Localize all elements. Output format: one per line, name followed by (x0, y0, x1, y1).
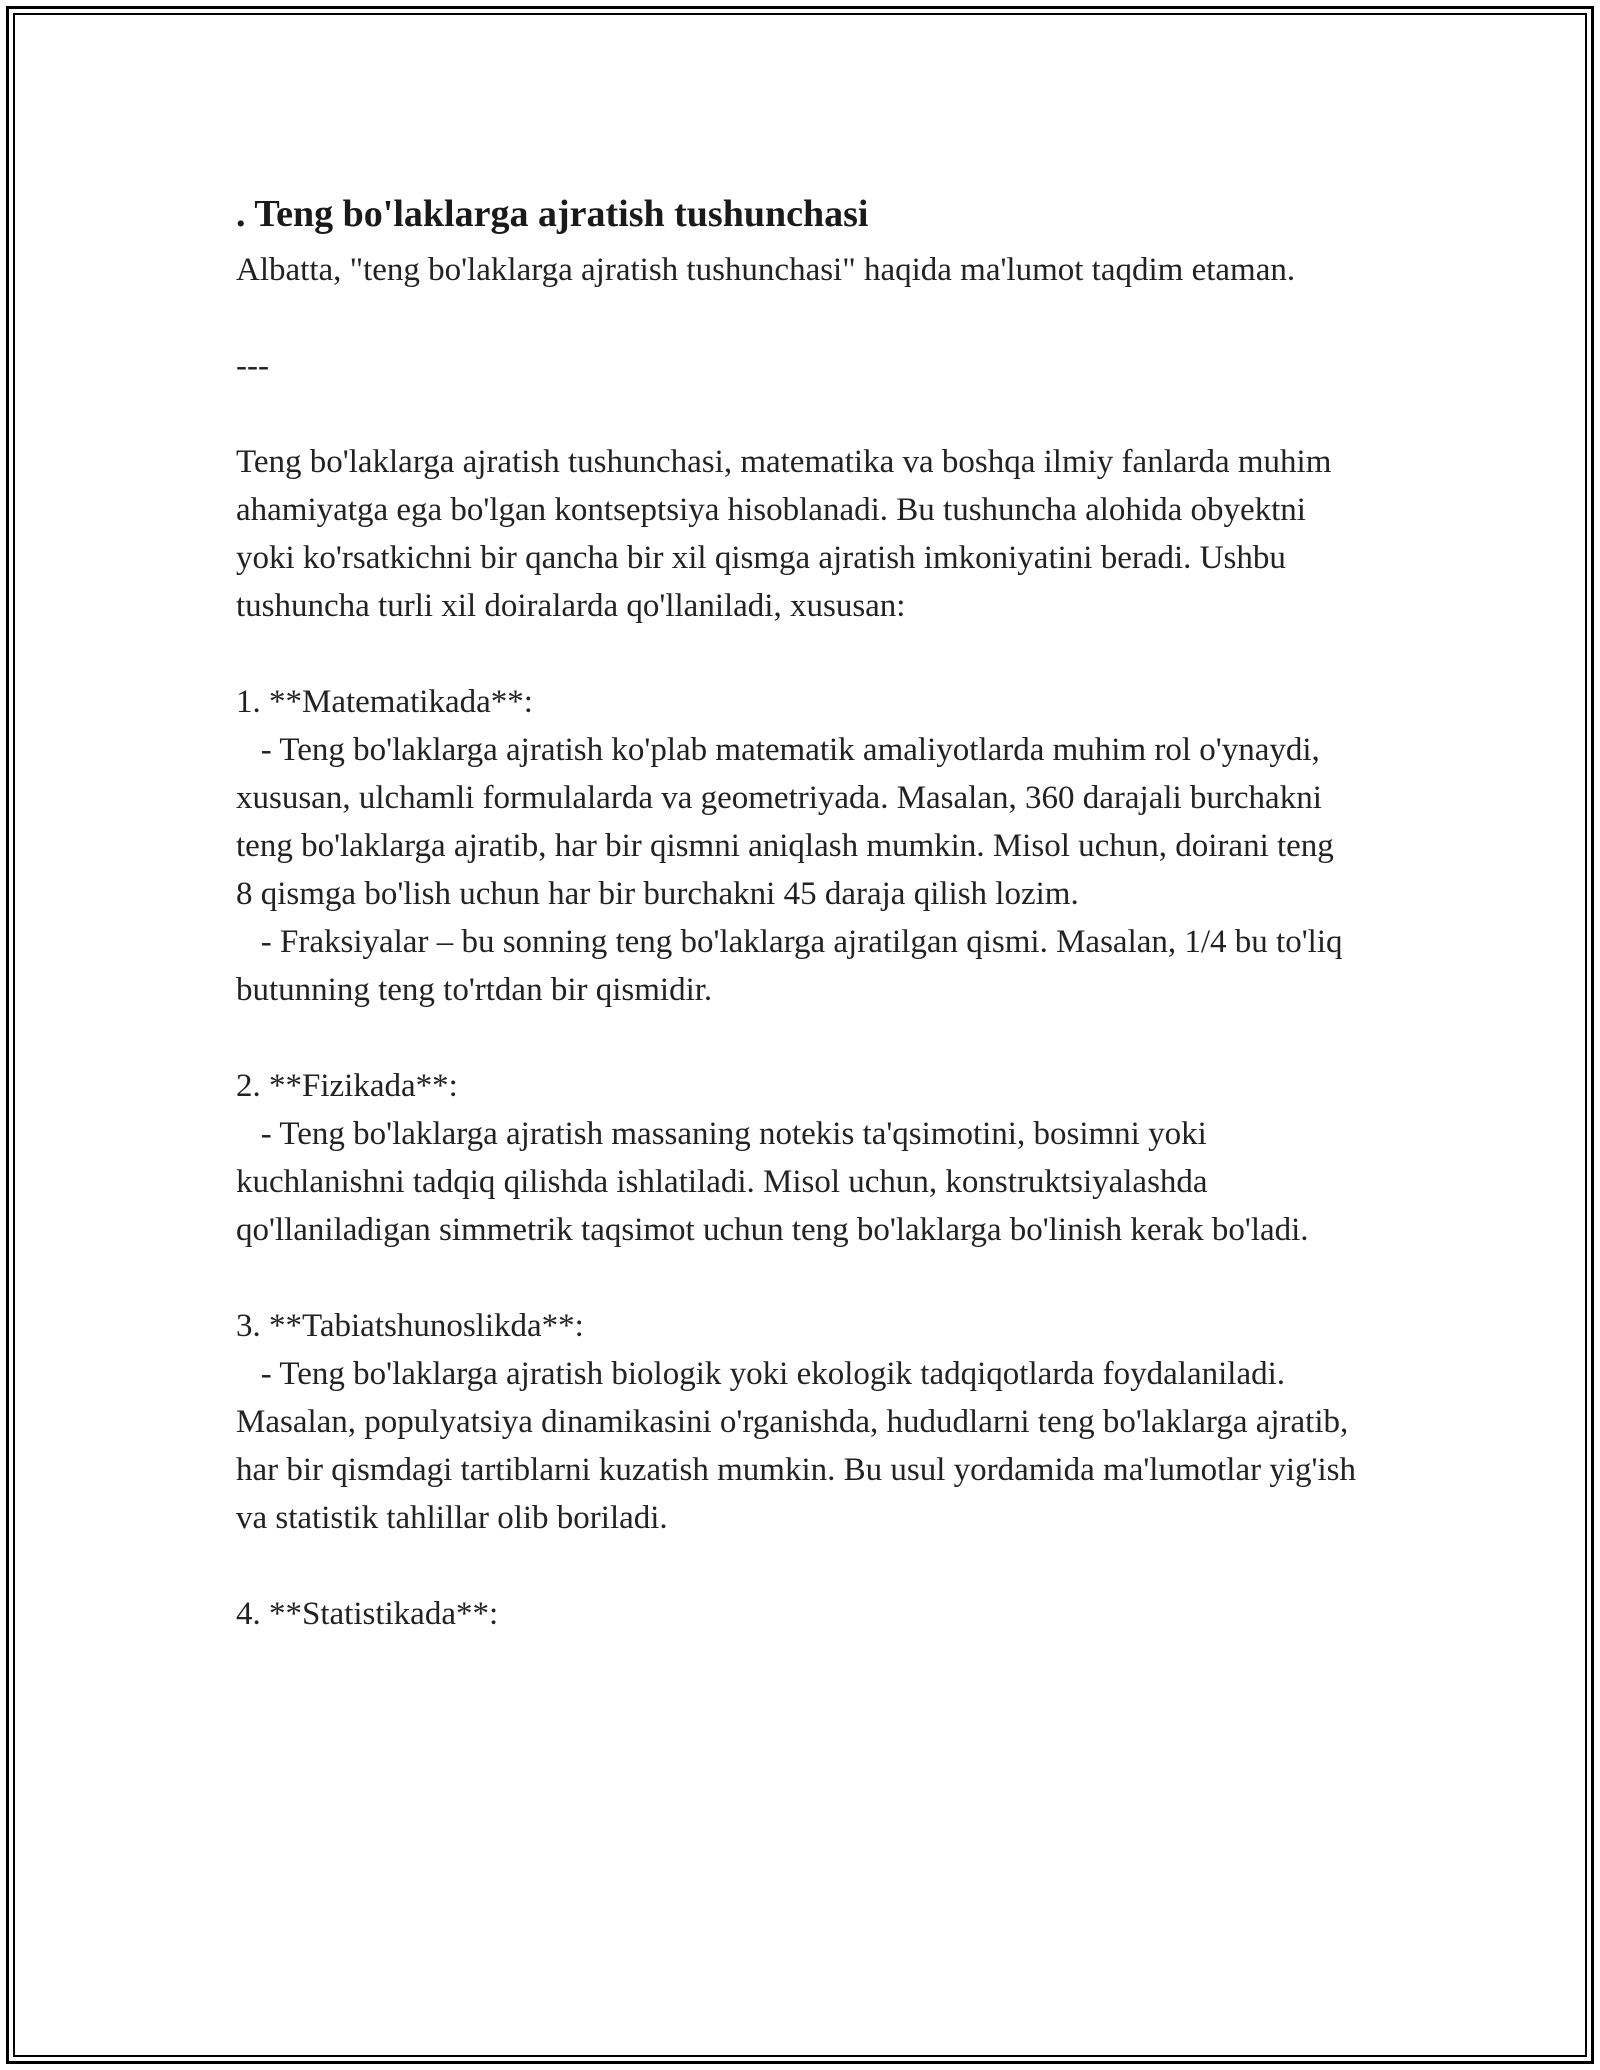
spacer (236, 630, 1356, 678)
list-item: - Teng bo'laklarga ajratish massaning notekis ta'qsimotini, bosimni yoki kuchlanishni tadqiq qilishda ishlatiladi. Misol uchun, konstruktsiyalashda qo'llaniladigan simmetrik taqsimot uchun teng bo'laklarga bo'linish kerak bo'ladi. (236, 1116, 1309, 1248)
section-heading-matematikada: 1. **Matematikada**: (236, 684, 533, 720)
intro-paragraph: Albatta, "teng bo'laklarga ajratish tushunchasi" haqida ma'lumot taqdim etaman. (236, 252, 1296, 288)
section-heading-tabiatshunoslikda: 3. **Tabiatshunoslikda**: (236, 1308, 584, 1344)
spacer (236, 1014, 1356, 1062)
section-heading-statistikada: 4. **Statistikada**: (236, 1596, 499, 1632)
list-item: - Teng bo'laklarga ajratish biologik yoki ekologik tadqiqotlarda foydalaniladi. Masalan, populyatsiya dinamikasini o'rganishda, hududlarni teng bo'laklarga ajratib, har bir qismdagi tartiblarni kuzatish mumkin. Bu usul yordamida ma'lumotlar yig'ish va statistik tahlillar olib boriladi. (236, 1356, 1365, 1536)
document-body (236, 186, 1365, 1638)
spacer (236, 1254, 1356, 1302)
overview-paragraph: Teng bo'laklarga ajratish tushunchasi, matematika va boshqa ilmiy fanlarda muhim ahamiyatga ega bo'lgan kontseptsiya hisoblanadi. Bu tushuncha alohida obyektni yoki ko'rsatkichni bir qancha bir xil qismga ajratish imkoniyatini beradi. Ushbu tushuncha turli xil doiralarda qo'llaniladi, xususan: (236, 444, 1340, 624)
section-heading-fizikada: 2. **Fizikada**: (236, 1068, 458, 1104)
list-item: - Teng bo'laklarga ajratish ko'plab matematik amaliyotlarda muhim rol o'ynaydi, xususan, ulchamli formulalarda va geometriyada. Masalan, 360 darajali burchakni teng bo'laklarga ajratib, har bir qismni aniqlash mumkin. Misol uchun, doirani teng 8 qismga bo'lish uchun har bir burchakni 45 daraja qilish lozim. (236, 732, 1343, 912)
spacer (236, 294, 1356, 342)
document-title: . Teng bo'laklarga ajratish tushunchasi (236, 193, 869, 235)
separator-line: --- (236, 348, 269, 384)
spacer (236, 1542, 1356, 1590)
list-item: - Fraksiyalar – bu sonning teng bo'laklarga ajratilgan qismi. Masalan, 1/4 bu to'liq butunning teng to'rtdan bir qismidir. (236, 924, 1351, 1008)
spacer (236, 390, 1356, 438)
